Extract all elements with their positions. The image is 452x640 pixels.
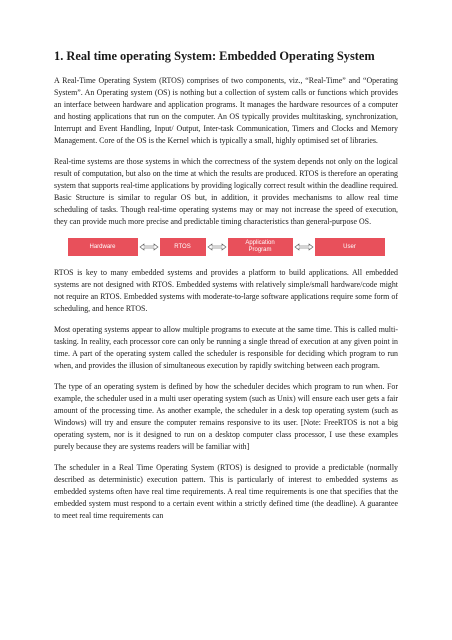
hardware-box: Hardware bbox=[68, 238, 138, 256]
paragraph-multitasking: Most operating systems appear to allow multiple programs to execute at the same time. This is called multi-tasking. In reality, each processor core can only be running a single thread of execution at any given point in time. A part of the operating system called the scheduler is responsible for deciding which program to run when, and provides the illusion of simultaneous execution by rapidly switching between each program. bbox=[54, 325, 398, 370]
paragraph-scheduler-types: The type of an operating system is defined by how the scheduler decides which program to run when. For example, the scheduler used in a multi user operating system (such as Unix) will ensure each user gets a fair amount of the processing time. As another example, the scheduler in a desk top operating system (such as Windows) will try and ensure the computer remains responsive to its user. [Note: FreeRTOS is not a big operating system, nor is it designed to run on a desktop computer class processor, I use these examples purely because they are systems readers will be familiar with] bbox=[54, 382, 398, 451]
rtos-layer-diagram bbox=[54, 237, 398, 257]
paragraph-rtos-scheduler: The scheduler in a Real Time Operating System (RTOS) is designed to provide a predictable (normally described as deterministic) execution pattern. This is particularly of interest to embedded systems as embedded systems often have real time requirements. A real time requirements is one that specifies that the embedded system must respond to a certain event within a strictly defined time (the deadline). A guarantee to meet real time requirements can bbox=[54, 463, 398, 520]
rtos-box: RTOS bbox=[160, 238, 206, 256]
double-arrow-icon bbox=[206, 242, 228, 252]
paragraph-intro: A Real-Time Operating System (RTOS) comprises of two components, viz., “Real-Time” and “Operating System”. An Operating system (OS) is nothing but a collection of system calls or functions which provides an interface between hardware and application programs. It manages the hardware resources of a computer and hosting applications that run on the computer. An OS typically provides multitasking, synchronization, Interrupt and Event Handling, Input/ Output, Inter-task Communication, Timers and Clocks and Memory Management. Core of the OS is the Kernel which is typically a small, highly optimised set of libraries. bbox=[54, 76, 398, 145]
section-heading: 1. Real time operating System: Embedded Operating System bbox=[54, 49, 375, 63]
application-program-box bbox=[228, 238, 293, 256]
application-label-line2: Program bbox=[248, 247, 272, 253]
paragraph-embedded: RTOS is key to many embedded systems and provides a platform to build applications. All embedded systems are not designed with RTOS. Embedded systems with relatively simple/small hardware/code might not require an RTOS. Embedded systems with moderate-to-large software applications require some form of scheduling, and hence RTOS. bbox=[54, 268, 398, 313]
paragraph-realtime: Real-time systems are those systems in which the correctness of the system depends not only on the logical result of computation, but also on the time at which the results are produced. RTOS is therefore an operating system that supports real-time applications by providing logically correct result within the deadline required. Basic Structure is similar to regular OS but, in addition, it provides mechanisms to allow real time scheduling of tasks. Though real-time operating systems may or may not increase the speed of execution, they can provide much more precise and predictable timing characteristics than general-purpose OS. bbox=[54, 157, 398, 226]
double-arrow-icon bbox=[138, 242, 160, 252]
application-label-line1: Application bbox=[245, 240, 275, 246]
user-box: User bbox=[315, 238, 385, 256]
double-arrow-icon bbox=[293, 242, 315, 252]
